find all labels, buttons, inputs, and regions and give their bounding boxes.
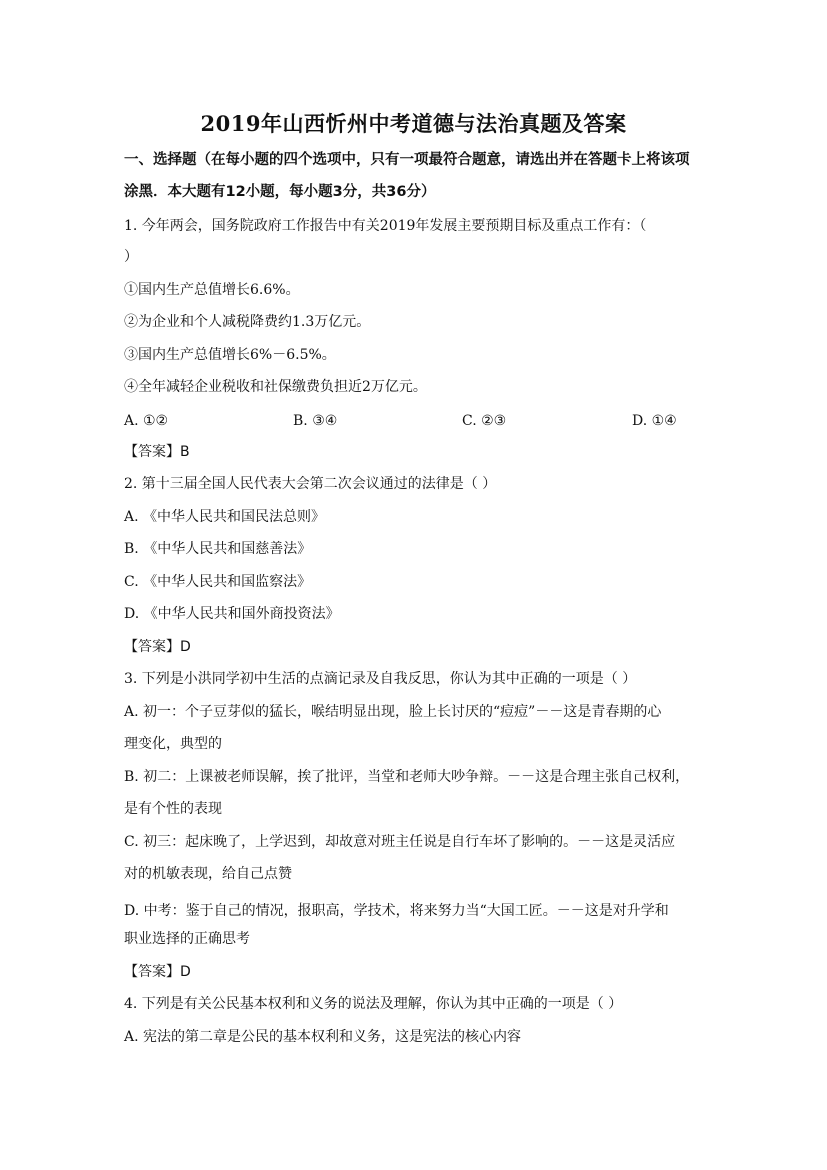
question-1-item-4: ④全年减轻企业税收和社保缴费负担近2万亿元。	[124, 379, 427, 395]
question-1-option-c: C. ②③	[462, 413, 507, 429]
question-3-option-b-line-2: 是有个性的表现	[124, 801, 222, 817]
question-1-answer: 【答案】B	[124, 444, 190, 460]
question-1-stem-cont: ）	[124, 249, 138, 265]
question-1-item-1: ①国内生产总值增长6.6%。	[124, 282, 300, 298]
question-3-option-d-line-2: 职业选择的正确思考	[124, 931, 250, 947]
question-3-option-b-line-1: B. 初二：上课被老师误解，挨了批评，当堂和老师大吵争辩。－－这是合理主张自己权利，	[124, 769, 690, 785]
section-header-line-1: 一、选择题（在每小题的四个选项中，只有一项最符合题意，请选出并在答题卡上将该项	[124, 152, 690, 168]
question-1-option-a: A. ①②	[124, 413, 169, 429]
question-3-option-c-line-2: 对的机敏表现，给自己点赞	[124, 866, 292, 882]
question-2-answer: 【答案】D	[124, 639, 191, 655]
question-1-option-d: D. ①④	[632, 413, 677, 429]
question-3-option-a-line-1: A. 初一：个子豆芽似的猛长，喉结明显出现，脸上长讨厌的“痘痘”－－这是青春期的心	[124, 704, 662, 720]
section-header-line-2: 涂黑．本大题有12小题，每小题3分，共36分）	[124, 184, 436, 200]
question-4-stem: 4. 下列是有关公民基本权利和义务的说法及理解，你认为其中正确的一项是（ ）	[124, 996, 623, 1012]
question-1-item-3: ③国内生产总值增长6%－6.5%。	[124, 347, 336, 363]
question-1-option-b: B. ③④	[293, 413, 338, 429]
question-3-answer: 【答案】D	[124, 964, 191, 980]
document-title: 2019年山西忻州中考道德与法治真题及答案	[200, 111, 627, 136]
question-1-item-2: ②为企业和个人减税降费约1.3万亿元。	[124, 314, 371, 330]
question-3-option-a-line-2: 理变化，典型的	[124, 736, 222, 752]
question-3-option-c-line-1: C. 初三：起床晚了，上学迟到，却故意对班主任说是自行车坏了影响的。－－这是灵活应	[124, 834, 676, 850]
question-3-stem: 3. 下列是小洪同学初中生活的点滴记录及自我反思，你认为其中正确的一项是（ ）	[124, 671, 637, 687]
question-1-stem: 1. 今年两会，国务院政府工作报告中有关2019年发展主要预期目标及重点工作有：（	[124, 218, 647, 234]
question-3-option-d-line-1: D. 中考：鉴于自己的情况，报职高，学技术，将来努力当“大国工匠。－－这是对升学和	[124, 903, 669, 919]
question-2-option-d: D. 《中华人民共和国外商投资法》	[124, 606, 340, 622]
question-2-option-b: B. 《中华人民共和国慈善法》	[124, 541, 312, 557]
question-2-option-a: A. 《中华人民共和国民法总则》	[124, 509, 326, 525]
question-2-stem: 2. 第十三届全国人民代表大会第二次会议通过的法律是（ ）	[124, 476, 497, 492]
question-4-option-a: A. 宪法的第二章是公民的基本权利和义务，这是宪法的核心内容	[124, 1029, 522, 1045]
question-2-option-c: C. 《中华人民共和国监察法》	[124, 574, 312, 590]
